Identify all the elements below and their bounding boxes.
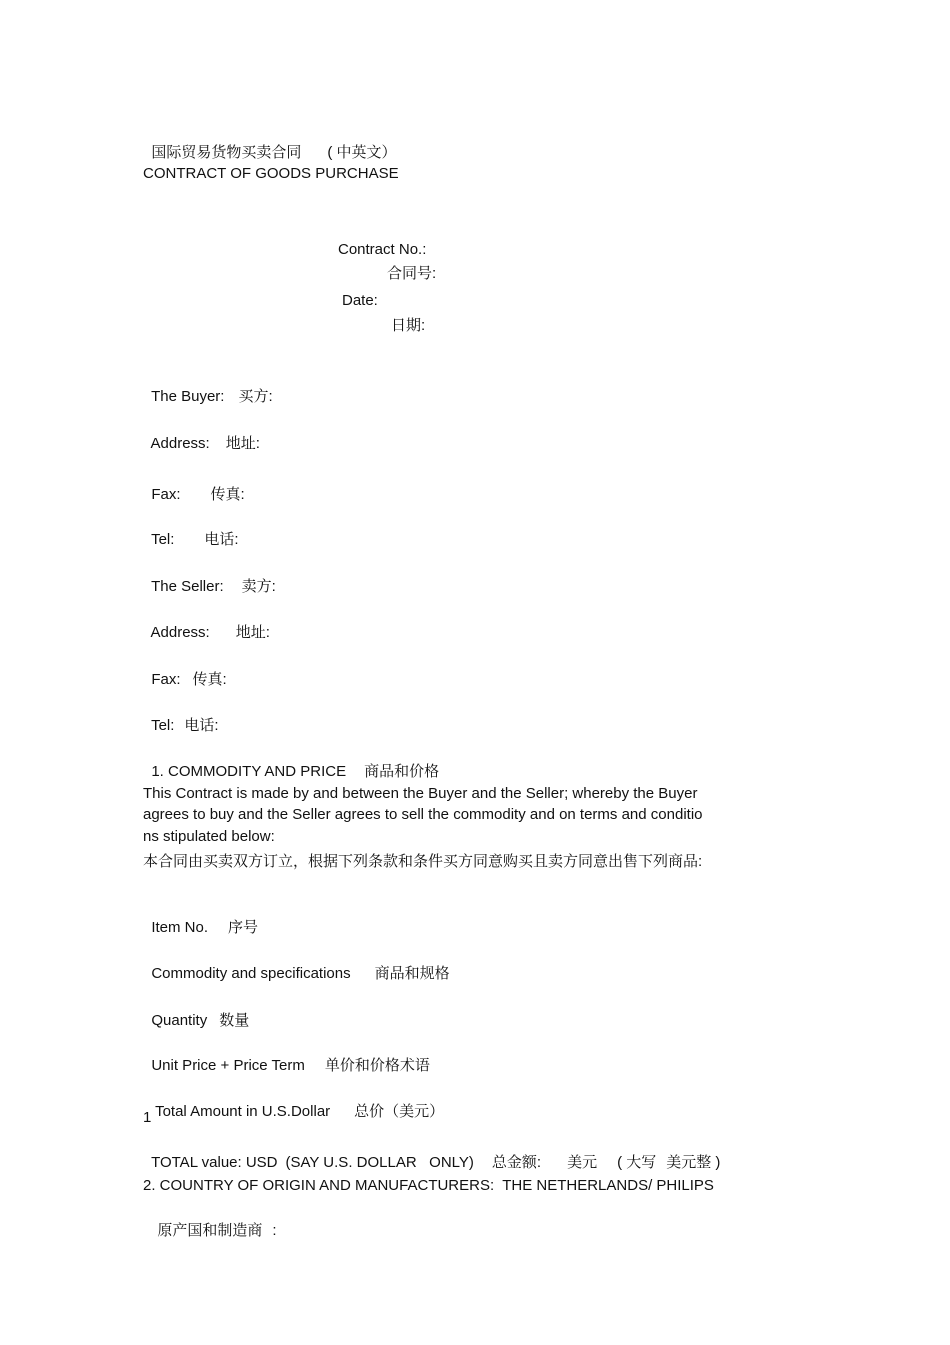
seller-fax-label-cn: 传真:	[192, 671, 227, 688]
item-no-label: Item No.	[151, 919, 209, 936]
title-language-note: ( 中英文）	[327, 144, 397, 161]
seller-tel-line	[143, 696, 219, 736]
section1-paragraph-line1: This Contract is made by and between the Buyer and the Seller; whereby the Buyer	[143, 785, 698, 802]
usd-cn-label: 美元	[567, 1154, 598, 1171]
section1-heading	[143, 742, 439, 782]
seller-fax-line	[143, 650, 227, 690]
quantity-line	[143, 991, 249, 1031]
section1-paragraph-line2: agrees to buy and the Seller agrees to sell the commodity and on terms and conditio	[143, 806, 703, 823]
section1-heading-cn: 商品和价格	[364, 763, 440, 780]
seller-line	[143, 557, 276, 597]
section2-heading: 2. COUNTRY OF ORIGIN AND MANUFACTURERS: THE NETHERLANDS/ PHILIPS	[143, 1177, 714, 1194]
seller-address-label-cn: 地址:	[235, 624, 270, 641]
quantity-label-cn: 数量	[219, 1012, 250, 1029]
title-english: CONTRACT OF GOODS PURCHASE	[143, 165, 399, 182]
total-amount-label-cn: 总价（美元）	[354, 1103, 445, 1120]
unit-price-line	[143, 1036, 430, 1076]
section1-heading-en: 1. COMMODITY AND PRICE	[151, 763, 347, 780]
total-value-line	[143, 1133, 720, 1173]
section2-heading-cn: 原产国和制造商	[157, 1222, 263, 1239]
buyer-fax-label: Fax:	[151, 486, 181, 503]
contract-no-label: Contract No.:	[338, 241, 427, 258]
item-no-line	[143, 898, 258, 938]
total-amount-cn-label: 总金额:	[491, 1154, 542, 1171]
total-value-label: TOTAL value: USD	[151, 1154, 278, 1171]
section2-subheading	[149, 1201, 277, 1241]
capital-cn-label: ( 大写	[617, 1154, 657, 1171]
commodity-label: Commodity and specifications	[151, 965, 351, 982]
date-label: Date:	[342, 292, 378, 309]
buyer-address-label: Address:	[150, 435, 210, 452]
commodity-label-cn: 商品和规格	[374, 965, 450, 982]
buyer-tel-label: Tel:	[151, 531, 175, 548]
total-amount-line	[147, 1082, 444, 1122]
buyer-tel-label-cn: 电话:	[204, 531, 239, 548]
title-chinese: 国际贸易货物买卖合同	[151, 144, 302, 161]
unit-price-label: Unit Price + Price Term	[151, 1057, 305, 1074]
section1-paragraph-cn: 本合同由买卖双方订立，根据下列条款和条件买方同意购买且卖方同意出售下列商品:	[143, 853, 703, 870]
unit-price-label-cn: 单价和价格术语	[324, 1057, 430, 1074]
buyer-address-line	[143, 414, 260, 454]
buyer-fax-label-cn: 传真:	[210, 486, 245, 503]
seller-address-label: Address:	[150, 624, 210, 641]
seller-tel-label-cn: 电话:	[184, 717, 219, 734]
section1-paragraph-line3: ns stipulated below:	[143, 828, 275, 845]
date-label-cn: 日期:	[391, 317, 426, 334]
seller-fax-label: Fax:	[151, 671, 181, 688]
title-line	[143, 123, 397, 163]
buyer-line	[143, 367, 273, 407]
buyer-tel-line	[143, 510, 239, 550]
total-amount-label: Total Amount in U.S.Dollar	[155, 1103, 331, 1120]
seller-tel-label: Tel:	[151, 717, 175, 734]
say-dollar-text: (SAY U.S. DOLLAR ONLY)	[285, 1154, 474, 1171]
section2-colon: :	[272, 1222, 277, 1239]
buyer-label: The Buyer:	[151, 388, 225, 405]
buyer-label-cn: 买方:	[238, 388, 273, 405]
contract-no-label-cn: 合同号:	[387, 265, 437, 282]
buyer-fax-line	[143, 465, 245, 505]
usd-whole-cn-label: 美元整 )	[666, 1154, 721, 1171]
commodity-line	[143, 944, 450, 984]
item-no-label-cn: 序号	[228, 919, 259, 936]
buyer-address-label-cn: 地址:	[225, 435, 260, 452]
seller-address-line	[143, 603, 270, 643]
seller-label-cn: 卖方:	[241, 578, 276, 595]
row-number: 1	[143, 1109, 152, 1126]
seller-label: The Seller:	[151, 578, 224, 595]
quantity-label: Quantity	[151, 1012, 208, 1029]
